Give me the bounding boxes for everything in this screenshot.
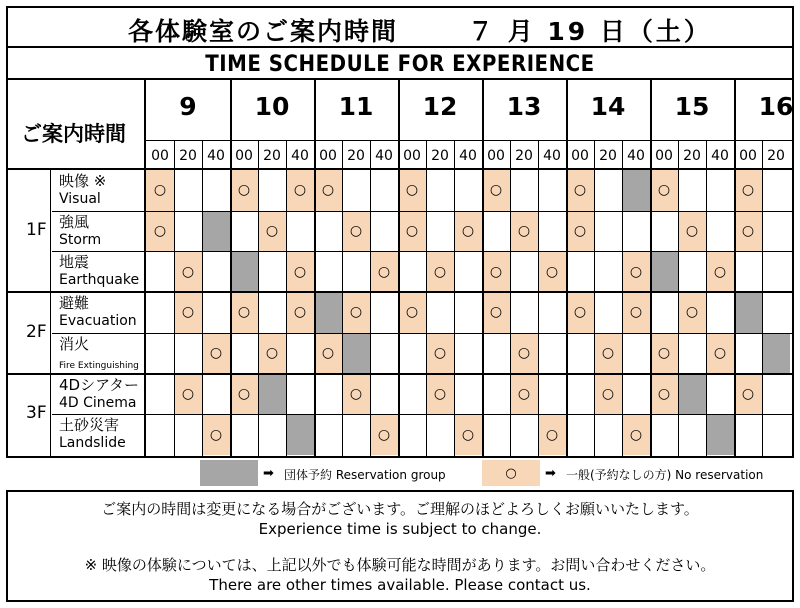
empty-slot	[538, 211, 566, 252]
empty-slot	[482, 374, 510, 415]
row-divider	[52, 414, 792, 415]
minute-label: 40	[711, 148, 729, 164]
empty-slot	[762, 170, 790, 211]
minute-label: 00	[403, 148, 421, 164]
open-slot: ○	[566, 292, 594, 333]
empty-slot	[286, 211, 314, 252]
group-reserved-slot	[762, 333, 790, 374]
minute-label: 20	[179, 148, 197, 164]
open-slot: ○	[146, 211, 174, 252]
open-slot: ○	[650, 333, 678, 374]
open-slot: ○	[678, 292, 706, 333]
open-slot: ○	[454, 414, 482, 455]
empty-slot	[454, 251, 482, 292]
empty-slot	[454, 374, 482, 415]
empty-slot	[622, 211, 650, 252]
empty-slot	[146, 251, 174, 292]
group-reserved-slot	[286, 414, 314, 455]
empty-slot	[146, 414, 174, 455]
header-bottom-line	[8, 168, 792, 170]
minute-line	[510, 140, 511, 456]
floor-label: 3F	[26, 403, 47, 424]
empty-slot	[370, 170, 398, 211]
minute-line	[174, 140, 175, 456]
group-reserved-slot	[314, 292, 342, 333]
empty-slot	[202, 374, 230, 415]
minute-label: 00	[151, 148, 169, 164]
open-slot: ○	[426, 374, 454, 415]
minute-line	[258, 140, 259, 456]
empty-slot	[146, 292, 174, 333]
minute-line	[342, 140, 343, 456]
row-divider	[52, 333, 792, 334]
group-reserved-slot	[678, 374, 706, 415]
empty-slot	[258, 414, 286, 455]
minute-row-line	[146, 140, 792, 141]
minute-label: 00	[739, 148, 757, 164]
time-header-label: ご案内時間	[21, 122, 126, 146]
empty-slot	[174, 211, 202, 252]
minute-label: 20	[263, 148, 281, 164]
notice-box	[6, 490, 794, 602]
empty-slot	[706, 211, 734, 252]
experience-name-japanese: 土砂災害	[59, 416, 120, 435]
open-slot: ○	[230, 292, 258, 333]
open-slot: ○	[230, 374, 258, 415]
empty-slot	[510, 170, 538, 211]
empty-slot	[454, 170, 482, 211]
arrow-right-icon: ➡	[263, 466, 274, 481]
hour-label: 10	[254, 92, 290, 121]
open-slot: ○	[734, 374, 762, 415]
open-slot: ○	[622, 414, 650, 455]
empty-slot	[678, 333, 706, 374]
empty-slot	[314, 251, 342, 292]
experience-name-japanese: 強風	[59, 212, 90, 231]
empty-slot	[258, 292, 286, 333]
open-slot: ○	[342, 292, 370, 333]
experience-name-english: Fire Extinguishing	[59, 360, 139, 371]
empty-slot	[398, 414, 426, 455]
empty-slot	[482, 414, 510, 455]
hour-line	[230, 78, 232, 456]
minute-line	[370, 140, 371, 456]
open-slot: ○	[174, 374, 202, 415]
empty-slot	[370, 333, 398, 374]
empty-slot	[678, 414, 706, 455]
experience-name-japanese: 避難	[59, 294, 90, 313]
empty-slot	[314, 414, 342, 455]
open-slot: ○	[174, 251, 202, 292]
open-slot: ○	[510, 374, 538, 415]
empty-slot	[286, 333, 314, 374]
minute-line	[202, 140, 203, 456]
open-slot: ○	[706, 333, 734, 374]
notice-line1-japanese: ご案内の時間は変更になる場合がございます。ご理解のほどよろしくお願いいたします。	[101, 500, 699, 518]
open-slot: ○	[370, 414, 398, 455]
empty-slot	[286, 374, 314, 415]
open-slot: ○	[258, 333, 286, 374]
hour-label: 11	[338, 92, 374, 121]
open-slot: ○	[202, 414, 230, 455]
minute-label: 20	[515, 148, 533, 164]
schedule-date: ７ 月 19 日（土）	[468, 17, 712, 46]
row-divider	[52, 211, 792, 212]
empty-slot	[594, 251, 622, 292]
empty-slot	[566, 414, 594, 455]
group-reserved-slot	[258, 374, 286, 415]
open-slot: ○	[734, 170, 762, 211]
minute-label: 40	[375, 148, 393, 164]
open-slot: ○	[342, 211, 370, 252]
open-slot: ○	[482, 170, 510, 211]
minute-label: 20	[431, 148, 449, 164]
open-slot: ○	[566, 170, 594, 211]
empty-slot	[230, 211, 258, 252]
empty-slot	[678, 170, 706, 211]
minute-label: 20	[683, 148, 701, 164]
open-slot: ○	[566, 211, 594, 252]
open-slot: ○	[482, 292, 510, 333]
empty-slot	[426, 170, 454, 211]
minute-label: 40	[291, 148, 309, 164]
empty-slot	[314, 374, 342, 415]
empty-slot	[454, 333, 482, 374]
open-slot: ○	[426, 333, 454, 374]
empty-slot	[538, 292, 566, 333]
open-slot: ○	[678, 211, 706, 252]
hour-label: 16	[758, 92, 794, 121]
open-slot: ○	[510, 211, 538, 252]
notice-line2-english: There are other times available. Please contact us.	[209, 576, 591, 594]
minute-line	[286, 140, 287, 456]
open-slot: ○	[426, 251, 454, 292]
hour-label: 14	[590, 92, 626, 121]
empty-slot	[426, 211, 454, 252]
empty-slot	[566, 333, 594, 374]
empty-slot	[174, 333, 202, 374]
floor-divider	[8, 291, 792, 293]
open-slot: ○	[650, 374, 678, 415]
open-slot: ○	[146, 170, 174, 211]
empty-slot	[650, 414, 678, 455]
group-reserved-slot	[650, 251, 678, 292]
empty-slot	[482, 333, 510, 374]
hour-line	[650, 78, 652, 456]
minute-label: 00	[235, 148, 253, 164]
hour-label: 9	[179, 92, 197, 121]
legend-open-label: 一般(予約なしの方) No reservation	[566, 468, 764, 482]
empty-slot	[482, 211, 510, 252]
minute-line	[426, 140, 427, 456]
open-slot: ○	[314, 170, 342, 211]
legend-group-label: 団体予約 Reservation group	[284, 468, 446, 482]
empty-slot	[342, 170, 370, 211]
group-reserved-slot	[734, 292, 762, 333]
notice-line2-japanese: ※ 映像の体験については、上記以外でも体験可能な時間があります。お問い合わせください。	[84, 556, 716, 574]
open-slot: ○	[342, 374, 370, 415]
empty-slot	[174, 170, 202, 211]
open-slot: ○	[454, 211, 482, 252]
empty-slot	[230, 414, 258, 455]
empty-slot	[510, 292, 538, 333]
open-slot: ○	[622, 251, 650, 292]
open-slot: ○	[202, 333, 230, 374]
open-slot: ○	[482, 251, 510, 292]
empty-slot	[202, 292, 230, 333]
open-slot: ○	[538, 251, 566, 292]
empty-slot	[650, 292, 678, 333]
notice-line1-english: Experience time is subject to change.	[258, 520, 542, 538]
minute-label: 40	[627, 148, 645, 164]
empty-slot	[510, 414, 538, 455]
empty-slot	[426, 414, 454, 455]
open-slot: ○	[286, 292, 314, 333]
group-reserved-slot	[202, 211, 230, 252]
open-slot: ○	[398, 170, 426, 211]
empty-slot	[314, 211, 342, 252]
empty-slot	[146, 374, 174, 415]
label-column-line	[144, 78, 146, 456]
empty-slot	[622, 374, 650, 415]
open-slot: ○	[538, 414, 566, 455]
open-slot: ○	[398, 292, 426, 333]
row-divider	[52, 251, 792, 252]
empty-slot	[342, 414, 370, 455]
arrow-right-icon: ➡	[545, 466, 556, 481]
minute-line	[678, 140, 679, 456]
empty-slot	[398, 333, 426, 374]
experience-name-japanese: 消火	[59, 334, 90, 353]
open-slot: ○	[286, 170, 314, 211]
empty-slot	[734, 251, 762, 292]
experience-name-english: Landslide	[59, 435, 126, 452]
open-slot: ○	[594, 333, 622, 374]
hour-line	[566, 78, 568, 456]
open-slot: ○	[706, 251, 734, 292]
hour-line	[398, 78, 400, 456]
empty-slot	[594, 211, 622, 252]
minute-line	[762, 140, 763, 456]
empty-slot	[398, 251, 426, 292]
empty-slot	[594, 414, 622, 455]
open-slot: ○	[174, 292, 202, 333]
empty-slot	[594, 292, 622, 333]
empty-slot	[566, 251, 594, 292]
open-slot: ○	[314, 333, 342, 374]
empty-slot	[734, 333, 762, 374]
empty-slot	[762, 251, 790, 292]
floor-label: 1F	[26, 220, 47, 241]
divider	[8, 78, 792, 80]
empty-slot	[678, 251, 706, 292]
empty-slot	[370, 374, 398, 415]
minute-label: 40	[459, 148, 477, 164]
minute-line	[622, 140, 623, 456]
empty-slot	[146, 333, 174, 374]
minute-line	[454, 140, 455, 456]
minute-line	[706, 140, 707, 456]
experience-name-japanese: 映像 ※	[59, 172, 107, 190]
minute-label: 20	[767, 148, 785, 164]
hour-label: 13	[506, 92, 542, 121]
floor-divider	[8, 373, 792, 375]
open-slot: ○	[594, 374, 622, 415]
minute-line	[594, 140, 595, 456]
hour-line	[734, 78, 736, 456]
empty-slot	[706, 170, 734, 211]
floor-column-line	[50, 170, 51, 456]
minute-label: 00	[487, 148, 505, 164]
open-slot: ○	[622, 292, 650, 333]
empty-slot	[622, 333, 650, 374]
empty-slot	[538, 170, 566, 211]
empty-slot	[566, 374, 594, 415]
hour-label: 15	[674, 92, 710, 121]
empty-slot	[454, 292, 482, 333]
empty-slot	[202, 170, 230, 211]
floor-label: 2F	[26, 321, 47, 342]
minute-label: 00	[319, 148, 337, 164]
title-english: TIME SCHEDULE FOR EXPERIENCE	[205, 52, 595, 77]
empty-slot	[370, 292, 398, 333]
schedule-table	[6, 6, 794, 458]
hour-line	[482, 78, 484, 456]
divider	[8, 46, 792, 48]
empty-slot	[650, 211, 678, 252]
empty-slot	[174, 414, 202, 455]
minute-label: 00	[571, 148, 589, 164]
minute-label: 20	[599, 148, 617, 164]
empty-slot	[258, 251, 286, 292]
empty-slot	[370, 211, 398, 252]
empty-slot	[510, 251, 538, 292]
open-slot: ○	[398, 211, 426, 252]
open-slot: ○	[258, 211, 286, 252]
empty-slot	[762, 211, 790, 252]
empty-slot	[230, 333, 258, 374]
experience-name-japanese: 4Dシアター	[59, 375, 140, 394]
group-reserved-slot	[622, 170, 650, 211]
empty-slot	[202, 251, 230, 292]
empty-slot	[538, 333, 566, 374]
minute-label: 20	[347, 148, 365, 164]
minute-label: 40	[207, 148, 225, 164]
empty-slot	[594, 170, 622, 211]
empty-slot	[762, 414, 790, 455]
empty-slot	[734, 414, 762, 455]
experience-name-english: 4D Cinema	[59, 394, 137, 411]
empty-slot	[762, 374, 790, 415]
empty-slot	[258, 170, 286, 211]
hour-line	[314, 78, 316, 456]
experience-name-english: Visual	[59, 191, 101, 207]
empty-slot	[426, 292, 454, 333]
open-slot: ○	[370, 251, 398, 292]
group-reserved-slot	[706, 414, 734, 455]
experience-name-english: Evacuation	[59, 313, 137, 330]
group-reserved-slot	[230, 251, 258, 292]
legend-open-swatch: ○	[482, 460, 540, 486]
empty-slot	[706, 292, 734, 333]
empty-slot	[706, 374, 734, 415]
experience-name-japanese: 地震	[59, 253, 90, 272]
minute-label: 00	[655, 148, 673, 164]
empty-slot	[538, 374, 566, 415]
open-slot: ○	[230, 170, 258, 211]
minute-line	[538, 140, 539, 456]
empty-slot	[762, 292, 790, 333]
experience-name-english: Earthquake	[59, 272, 140, 289]
minute-label: 40	[543, 148, 561, 164]
empty-slot	[398, 374, 426, 415]
open-slot: ○	[286, 251, 314, 292]
experience-name-english: Storm	[59, 231, 102, 248]
open-slot: ○	[650, 170, 678, 211]
empty-slot	[342, 251, 370, 292]
title-japanese: 各体験室のご案内時間	[128, 17, 399, 46]
group-reserved-slot	[342, 333, 370, 374]
open-slot: ○	[734, 211, 762, 252]
legend-group-swatch	[200, 460, 258, 486]
open-slot: ○	[510, 333, 538, 374]
hour-label: 12	[422, 92, 458, 121]
